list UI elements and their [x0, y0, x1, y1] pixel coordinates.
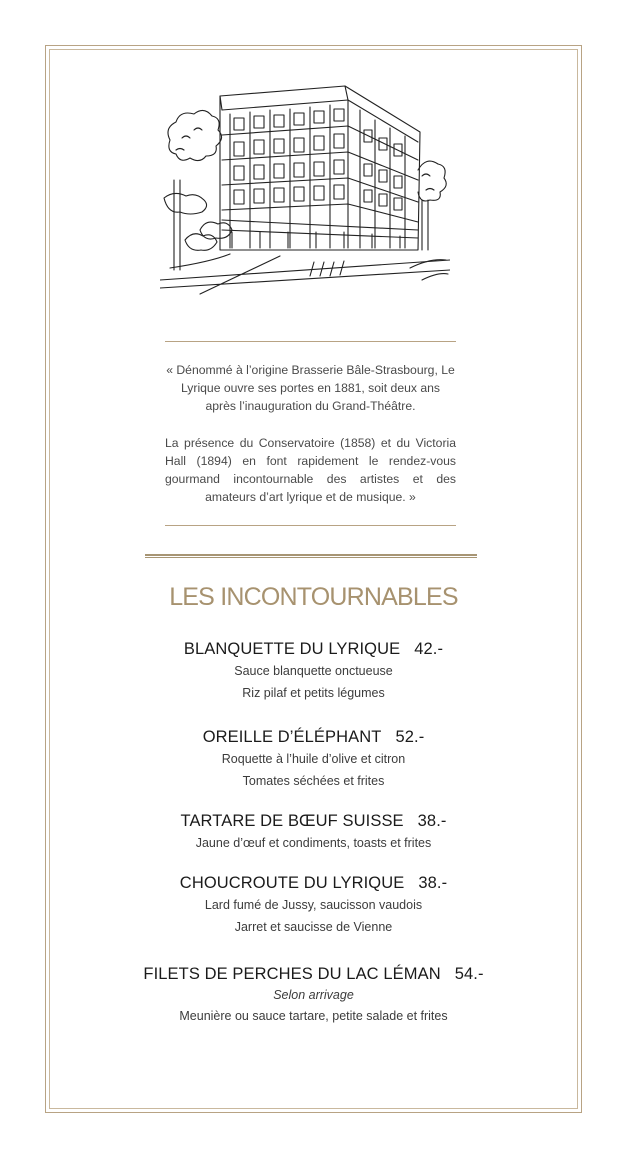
dish-price: 38.- — [418, 874, 448, 892]
dish-name-row — [0, 963, 627, 985]
dish-name: OREILLE D’ÉLÉPHANT — [202, 728, 382, 746]
dish-item — [0, 726, 627, 792]
section-divider — [145, 554, 477, 558]
dish-name-row — [0, 726, 627, 748]
dish-name: FILETS DE PERCHES DU LAC LÉMAN — [143, 965, 441, 983]
dish-description: Riz pilaf et petits légumes — [242, 686, 385, 700]
dish-item — [0, 872, 627, 938]
dish-price: 38.- — [417, 812, 447, 830]
building-sketch-icon — [160, 80, 450, 295]
dish-description: Sauce blanquette onctueuse — [234, 664, 393, 678]
dish-price: 42.- — [414, 640, 444, 658]
section-title: LES INCONTOURNABLES — [169, 583, 458, 611]
dish-item — [0, 638, 627, 704]
dish-name-row — [0, 810, 627, 832]
dish-note: Selon arrivage — [273, 988, 354, 1002]
dish-description: Roquette à l’huile d’olive et citron — [221, 752, 406, 766]
dish-item — [0, 963, 627, 1027]
dish-name: BLANQUETTE DU LYRIQUE — [183, 640, 401, 658]
dish-description: Jaune d’œuf et condiments, toasts et frites — [195, 836, 432, 850]
dish-name-row — [0, 638, 627, 660]
intro-quote-paragraph-2 — [165, 434, 456, 506]
dish-description: Meunière ou sauce tartare, petite salade et frites — [179, 1009, 448, 1023]
divider-bottom — [165, 525, 456, 526]
dish-name-row — [0, 872, 627, 894]
intro-quote-text-1: « Dénommé à l’origine Brasserie Bâle-Strasbourg, Le Lyrique ouvre ses portes en 1881, soit deux ans après l’inauguration du Grand-Théâtre. — [166, 363, 455, 413]
dish-price: 52.- — [395, 728, 425, 746]
dish-description: Jarret et saucisse de Vienne — [234, 920, 393, 934]
dish-price: 54.- — [454, 965, 484, 983]
intro-quote-text-2: La présence du Conservatoire (1858) et du Victoria Hall (1894) en font rapidement le rendez-vous gourmand incontournable des artistes et des amateurs d’art lyrique et de musique. » — [165, 436, 456, 504]
dish-name: TARTARE DE BŒUF SUISSE — [180, 812, 404, 830]
intro-quote-paragraph-1 — [165, 361, 456, 415]
dish-description: Tomates séchées et frites — [242, 774, 385, 788]
dish-name: CHOUCROUTE DU LYRIQUE — [179, 874, 405, 892]
dish-description: Lard fumé de Jussy, saucisson vaudois — [204, 898, 423, 912]
dish-item — [0, 810, 627, 854]
divider-top — [165, 341, 456, 342]
